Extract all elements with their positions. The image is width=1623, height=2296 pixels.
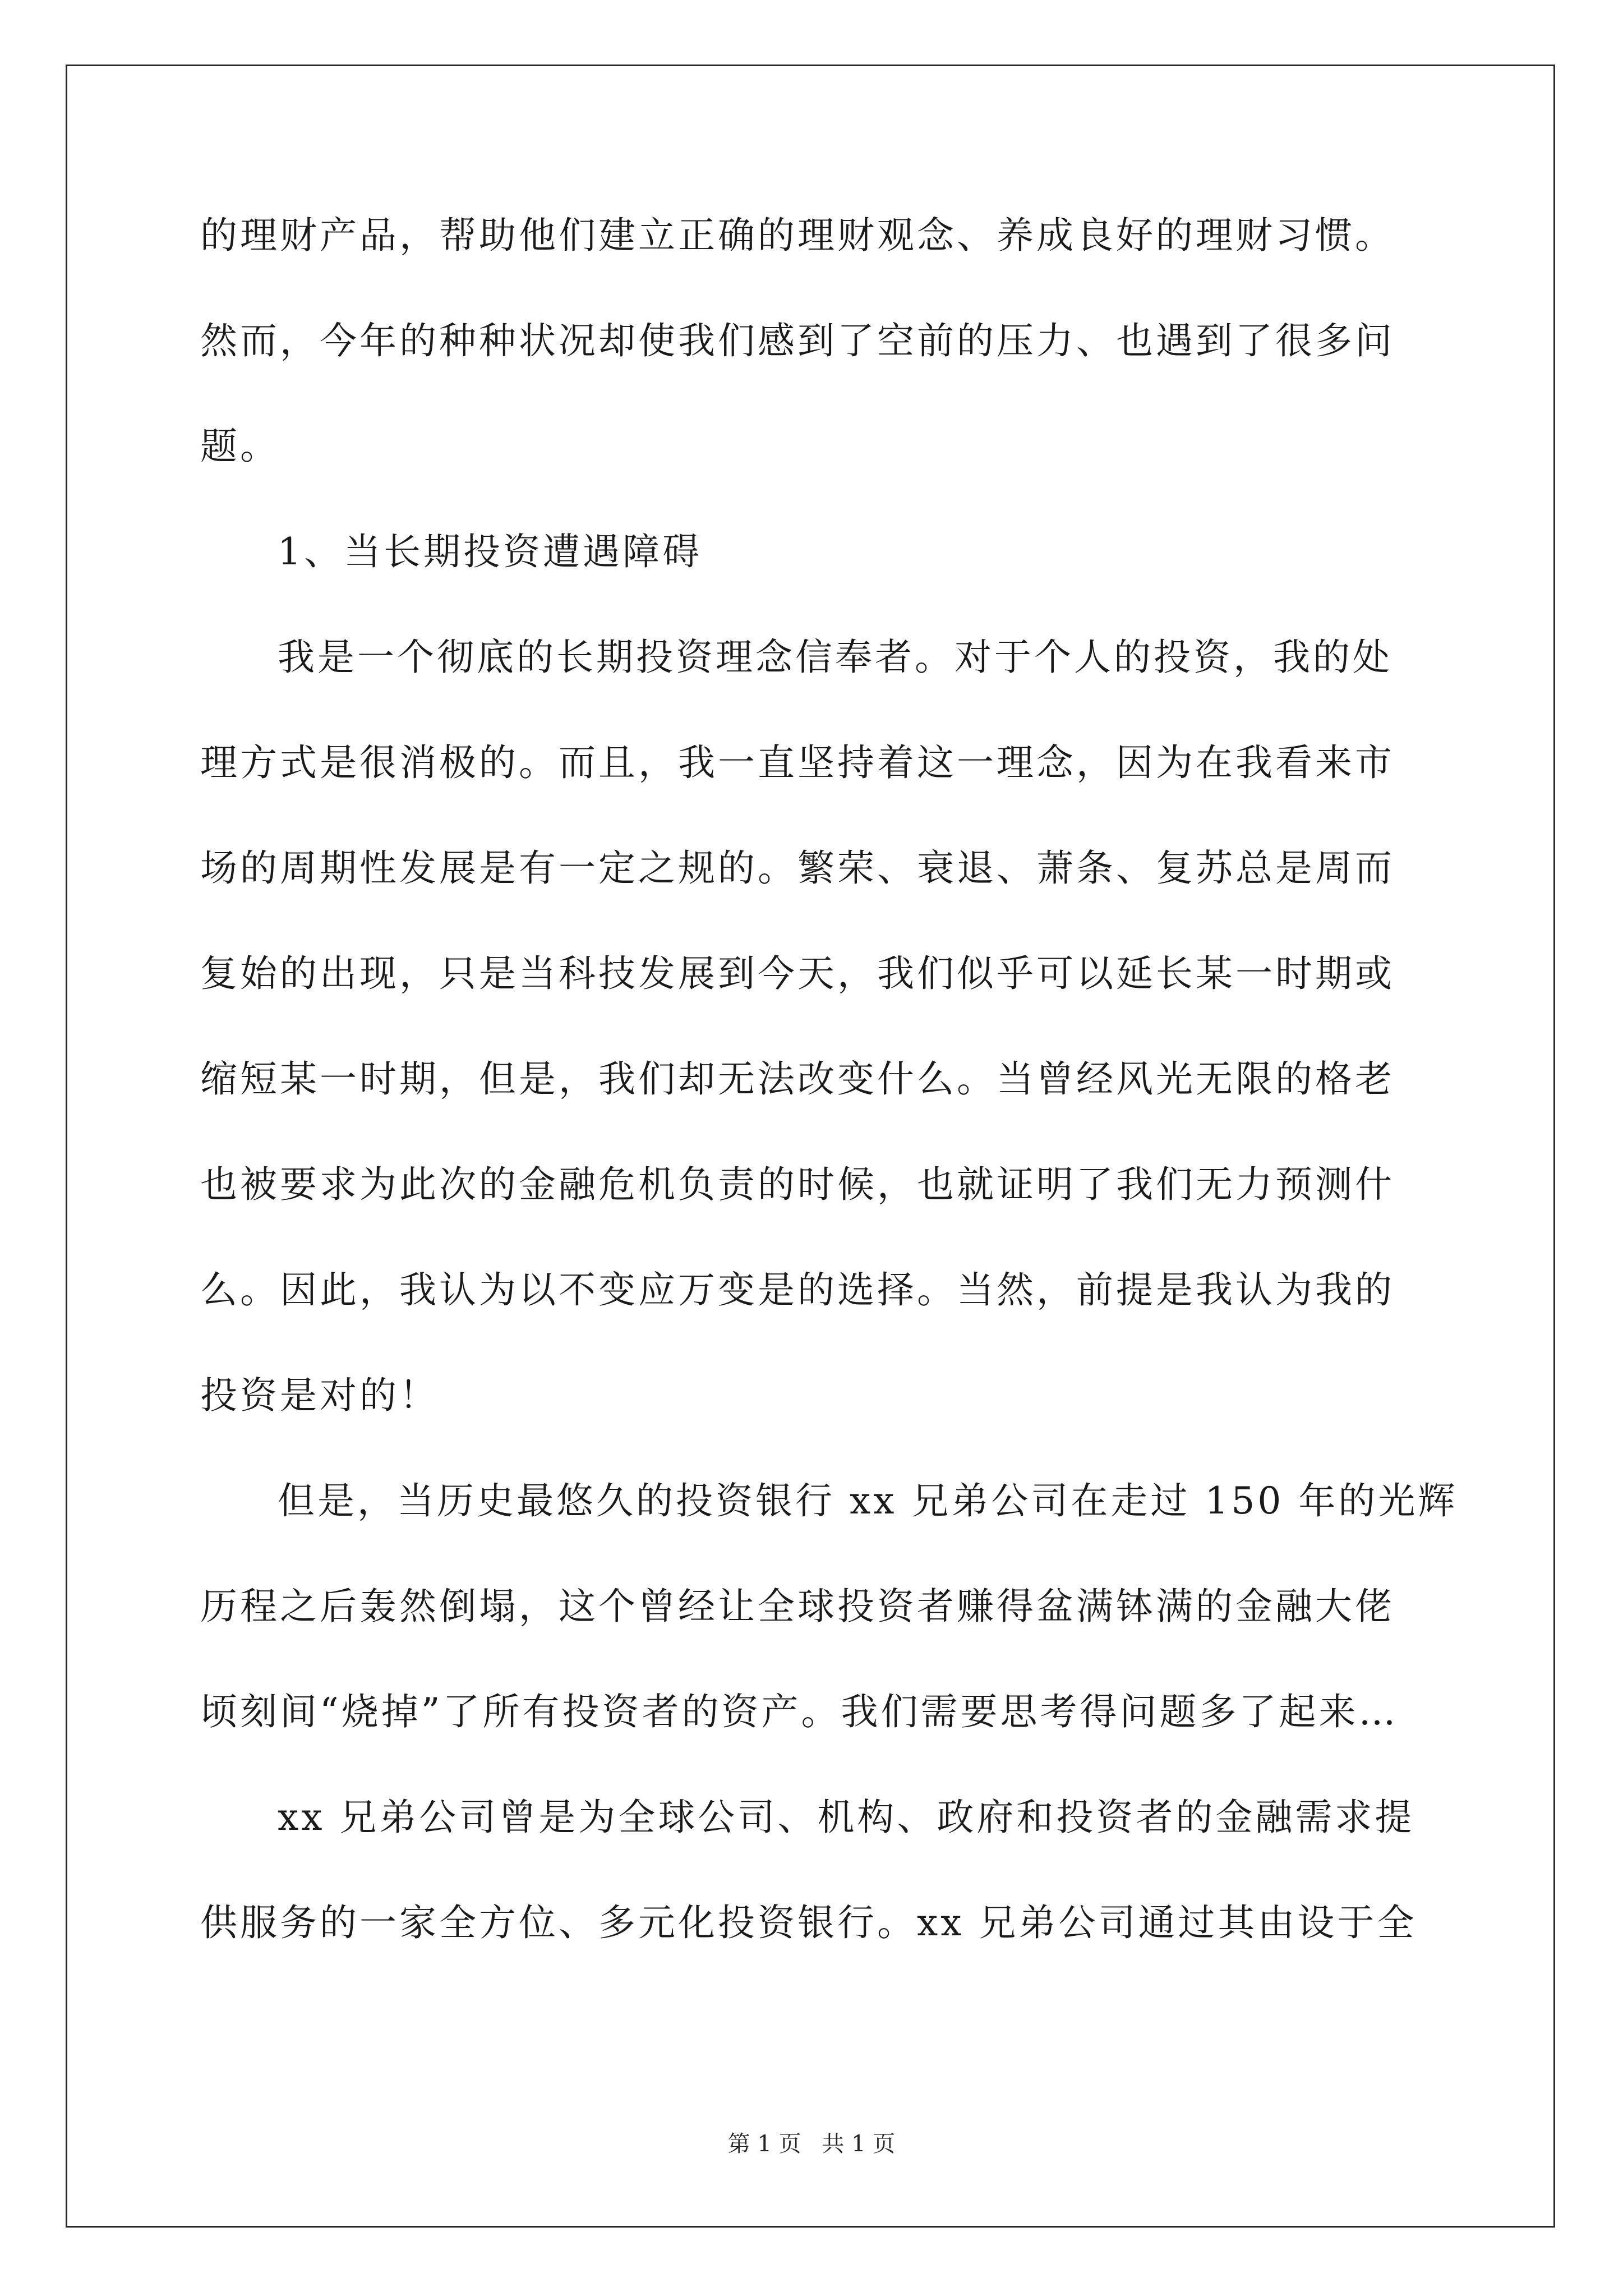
text-line: 复始的出现，只是当科技发展到今天，我们似乎可以延长某一时期或 [200, 952, 1395, 995]
text-line: 题。 [200, 425, 280, 468]
text-line: 缩短某一时期，但是，我们却无法改变什么。当曾经风光无限的格老 [200, 1057, 1395, 1101]
text-line: 的理财产品，帮助他们建立正确的理财观念、养成良好的理财习惯。 [200, 214, 1395, 257]
text-line: 供服务的一家全方位、多元化投资银行。xx 兄弟公司通过其由设于全 [200, 1901, 1417, 1944]
text-line: 历程之后轰然倒塌，这个曾经让全球投资者赚得盆满钵满的金融大佬 [200, 1585, 1395, 1628]
text-line: xx 兄弟公司曾是为全球公司、机构、政府和投资者的金融需求提 [278, 1796, 1415, 1839]
text-line: 么。因此，我认为以不变应万变是的选择。当然，前提是我认为我的 [200, 1268, 1395, 1312]
text-line: 投资是对的！ [200, 1374, 439, 1417]
section-heading: 1、当长期投资遭遇障碍 [278, 530, 702, 573]
text-line: 顷刻间“烧掉”了所有投资者的资产。我们需要思考得问题多了起来… [200, 1690, 1399, 1733]
page-number: 第 1 页 [727, 2131, 801, 2157]
page-footer [0, 2126, 1623, 2158]
text-line: 我是一个彻底的长期投资理念信奉者。对于个人的投资，我的处 [278, 636, 1393, 679]
text-line: 场的周期性发展是有一定之规的。繁荣、衰退、萧条、复苏总是周而 [200, 846, 1395, 890]
page-total: 共 1 页 [822, 2131, 896, 2157]
text-line: 然而，今年的种种状况却使我们感到了空前的压力、也遇到了很多问 [200, 319, 1395, 362]
text-line: 但是，当历史最悠久的投资银行 xx 兄弟公司在走过 150 年的光辉 [278, 1479, 1458, 1522]
text-line: 也被要求为此次的金融危机负责的时候，也就证明了我们无力预测什 [200, 1163, 1395, 1206]
text-line: 理方式是很消极的。而且，我一直坚持着这一理念，因为在我看来市 [200, 741, 1395, 784]
